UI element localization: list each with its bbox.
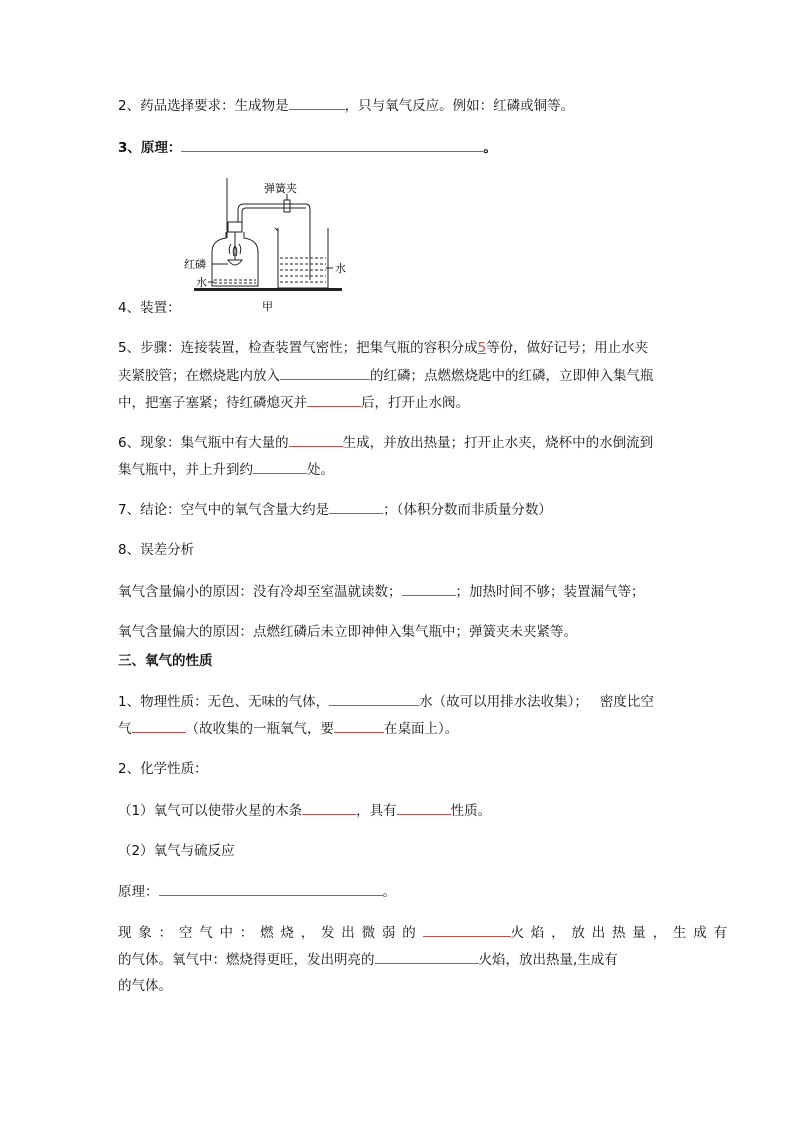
section-3-title [118, 651, 213, 671]
item-7-text-a: 7、结论：空气中的氧气含量大约是 [118, 502, 330, 518]
chem-p2-text: （2）氧气与硫反应 [118, 843, 235, 859]
chem-principle-label: 原理： [118, 884, 159, 900]
chem-obs-line-1 [118, 922, 734, 943]
item-2-text-a: 2、药品选择要求：生成物是 [118, 98, 289, 114]
phys-text-f: 在桌面上）。 [384, 721, 459, 737]
fill-blank[interactable] [280, 365, 370, 380]
item-5-line-3 [118, 392, 469, 413]
item-6-line-1 [118, 432, 653, 453]
item-2-line [118, 95, 574, 116]
label-water-beaker: 水 [335, 262, 346, 275]
fill-blank[interactable] [302, 800, 356, 815]
fill-blank[interactable] [329, 691, 419, 706]
item-5-text-d: 的红磷；点燃燃烧匙中的红磷，立即伸入集气瓶 [370, 368, 654, 384]
item-2-text-b: ，只与氧气反应。例如：红磷或铜等。 [344, 98, 575, 114]
chem-title-text: 2、化学性质： [118, 761, 208, 777]
chem-principle-line [118, 881, 396, 902]
item-3-end: 。 [483, 140, 497, 156]
fill-blank[interactable] [181, 137, 483, 152]
chem-p2-line [118, 841, 235, 861]
spring-clip [284, 200, 290, 212]
label-red-phosphorus: 红磷 [184, 258, 206, 271]
phys-text-c: 密度比空 [599, 694, 654, 710]
item-5-text-f: 后，打开止水阀。 [361, 395, 469, 411]
item-8-small-a: 氧气含量偏小的原因：没有冷却至室温就读数； [118, 584, 402, 600]
chem-obs-d: 火焰，放出热量,生成有 [478, 952, 618, 968]
chem-principle-end: 。 [382, 884, 396, 900]
chem-obs-a: 现象：空气中：燃烧，发出微弱的 [118, 925, 423, 941]
item-7-line [118, 499, 552, 520]
chem-obs-line-3 [118, 976, 172, 996]
fill-blank[interactable] [132, 718, 186, 733]
stopper [228, 222, 242, 232]
apparatus-figure [180, 176, 360, 314]
chem-p1-a: （1）氧气可以使带火星的木条 [118, 803, 303, 819]
item-6-text-a: 6、现象：集气瓶中有大量的 [118, 435, 289, 451]
item-8-small-b: ；加热时间不够；装置漏气等； [455, 584, 645, 600]
item-8-small-line [118, 581, 645, 602]
item-5-line-1 [118, 338, 676, 358]
chem-p1-c: 性质。 [450, 803, 492, 819]
tube [238, 204, 310, 222]
figure-caption: 甲 [262, 300, 273, 313]
item-3-line [118, 137, 497, 158]
item-8-large-line [118, 622, 577, 642]
item-8-title-text: 8、误差分析 [118, 542, 195, 558]
fill-blank[interactable] [289, 95, 345, 110]
item-8-large-text: 氧气含量偏大的原因：点燃红磷后未立即神伸入集气瓶中；弹簧夹未夹紧等。 [118, 624, 577, 640]
item-5-line-2 [118, 365, 654, 386]
item-6-text-c: 集气瓶中，并上升到约 [118, 462, 253, 478]
item-5-text-b: 等份，做好记号；用止水夹 [486, 340, 649, 356]
fill-blank[interactable] [423, 922, 511, 937]
item-8-title [118, 540, 194, 560]
section-3-title-text: 三、氧气的性质 [118, 653, 213, 669]
phys-text-d: 气 [118, 721, 132, 737]
fill-blank[interactable] [375, 949, 479, 964]
phys-text-e: （故收集的一瓶氧气，要 [185, 721, 334, 737]
fill-blank[interactable] [159, 881, 383, 896]
burning-spoon [228, 260, 242, 265]
item-7-text-b: ；（体积分数而非质量分数） [383, 502, 552, 518]
chem-title [118, 759, 208, 779]
item-4-label: 4、装置： [118, 300, 181, 316]
phys-text-b: 水（故可以用排水法收集）； [419, 694, 588, 710]
label-spring-clip: 弹簧夹 [264, 182, 297, 195]
chem-p1-b: ，具有 [356, 803, 397, 819]
chem-obs-line-2 [118, 949, 618, 970]
item-5-number: 5 [477, 340, 487, 356]
fill-blank[interactable] [402, 581, 456, 596]
chem-obs-c: 的气体。氧气中：燃烧得更旺，发出明亮的 [118, 952, 375, 968]
item-4-line [118, 298, 181, 318]
chem-obs-b: 火焰，放出热量，生成有 [510, 925, 734, 941]
item-6-line-2 [118, 459, 334, 480]
fill-blank[interactable] [334, 718, 384, 733]
fill-blank[interactable] [397, 800, 451, 815]
item-3-label: 3、原理： [118, 140, 182, 156]
fill-blank[interactable] [307, 392, 361, 407]
table [194, 288, 342, 291]
chem-p1-line [118, 800, 491, 821]
item-6-text-d: 处。 [307, 462, 334, 478]
label-water-flask: 水 [196, 276, 207, 289]
item-6-text-b: 生成，并放出热量；打开止水夹，烧杯中的水倒流到 [342, 435, 654, 451]
item-5-text-e: 中，把塞子塞紧；待红磷熄灭并 [118, 395, 307, 411]
fill-blank[interactable] [253, 459, 307, 474]
phys-line-1 [118, 691, 654, 712]
chem-obs-e: 的气体。 [118, 978, 172, 994]
fill-blank[interactable] [329, 499, 383, 514]
item-5-text-a: 5、步骤：连接装置，检查装置气密性；把集气瓶的容积分成 [118, 340, 478, 356]
fill-blank[interactable] [289, 432, 343, 447]
phys-text-a: 1、物理性质：无色、无味的气体， [118, 694, 330, 710]
item-5-text-c: 夹紧胶管；在燃烧匙内放入 [118, 368, 280, 384]
phys-line-2 [118, 718, 458, 739]
